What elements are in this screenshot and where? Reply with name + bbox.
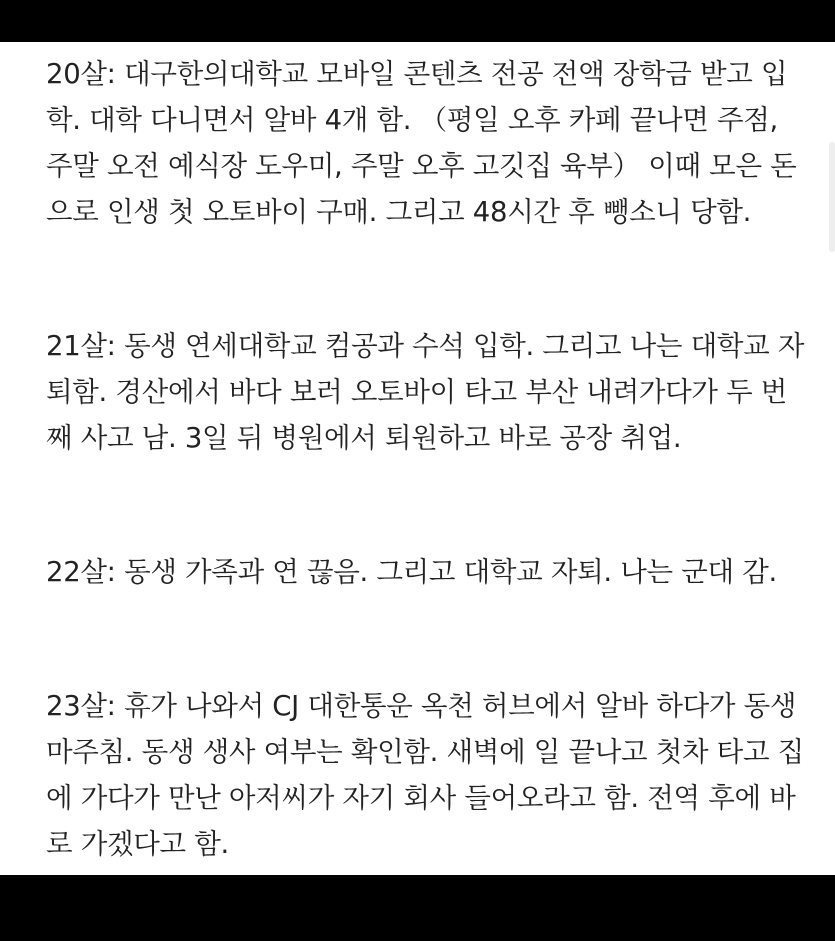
timeline-list [46,51,816,867]
entry-line: 째 사고 남. 3일 뒤 병원에서 퇴원하고 바로 공장 취업. [46,422,682,454]
entry-line: 으로 인생 첫 오토바이 구매. 그리고 48시간 후 뺑소니 당함. [46,196,752,228]
post-content [0,42,835,875]
timeline-entry-age-21 [46,323,816,461]
scrollbar-thumb[interactable] [829,142,835,252]
entry-line: 로 가겠다고 함. [46,828,229,860]
timeline-entry-age-23 [46,683,816,867]
entry-line: 퇴함. 경산에서 바다 보러 오토바이 타고 부산 내려가다가 두 번 [46,376,788,408]
entry-line: 주말 오전 예식장 도우미, 주말 오후 고깃집 육부） 이때 모은 돈 [46,150,797,182]
timeline-entry-age-22 [46,549,816,595]
timeline-entry-age-20 [46,51,816,235]
entry-line: 23살: 휴가 나와서 CJ 대한통운 옥천 허브에서 알바 하다가 동생 [46,690,797,722]
entry-line: 22살: 동생 가족과 연 끊음. 그리고 대학교 자퇴. 나는 군대 감. [46,556,777,588]
entry-line: 21살: 동생 연세대학교 컴공과 수석 입학. 그리고 나는 대학교 자 [46,330,805,362]
entry-line: 마주침. 동생 생사 여부는 확인함. 새벽에 일 끝나고 첫차 타고 집 [46,736,804,768]
entry-line: 에 가다가 만난 아저씨가 자기 회사 들어오라고 함. 전역 후에 바 [46,782,796,814]
entry-line: 학. 대학 다니면서 알바 4개 함. （평일 오후 카페 끝나면 주점, [46,104,778,136]
entry-line: 20살: 대구한의대학교 모바일 콘텐츠 전공 전액 장학금 받고 입 [46,58,788,90]
